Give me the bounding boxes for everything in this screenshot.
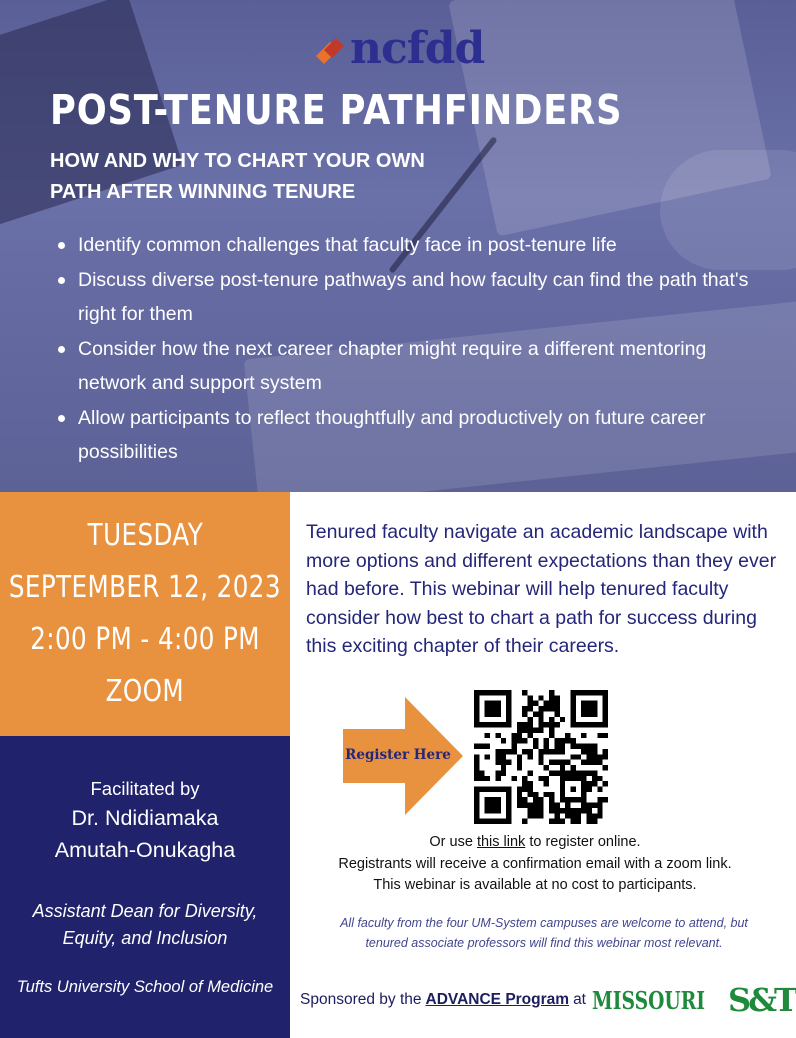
objectives-list [54, 228, 754, 470]
subtitle-line: HOW AND WHY TO CHART YOUR OWN [50, 150, 425, 172]
event-day: TUESDAY [87, 518, 203, 553]
objective-item: Identify common challenges that faculty face in post-tenure life [54, 228, 754, 263]
facilitator-role [0, 898, 290, 952]
register-link-line [296, 832, 774, 854]
registration-qr-code[interactable] [474, 690, 608, 824]
event-time: 2:00 PM - 4:00 PM [30, 622, 260, 657]
eligibility-note-line: All faculty from the four UM-System campuses are welcome to attend, but [340, 916, 748, 930]
facilitator-panel [0, 736, 290, 1038]
facilitator-role-line: Assistant Dean for Diversity, [32, 901, 258, 921]
event-location: ZOOM [105, 674, 185, 709]
subtitle-line: PATH AFTER WINNING TENURE [50, 181, 356, 203]
register-here-button[interactable]: Register Here [345, 747, 451, 763]
register-link-suffix: to register online. [525, 834, 641, 850]
facilitator-organization: Tufts University School of Medicine [16, 978, 274, 996]
facilitator-label: Facilitated by [90, 778, 200, 799]
missouri-st-logo-word: MISSOURI [592, 986, 706, 1015]
cost-text: This webinar is available at no cost to participants. [373, 877, 697, 893]
registration-info [296, 832, 774, 897]
facilitator-name [0, 802, 290, 866]
facilitator-role-line: Equity, and Inclusion [62, 928, 228, 948]
advance-program-link[interactable]: ADVANCE Program [425, 991, 570, 1008]
objective-item: Consider how the next career chapter might require a different mentoring network and support system [54, 332, 754, 401]
event-date: SEPTEMBER 12, 2023 [8, 570, 282, 605]
missouri-st-logo-mark: S&T [728, 981, 795, 1019]
ncfdd-logo-mark-icon [314, 30, 348, 68]
ncfdd-logo [314, 24, 484, 74]
webinar-description: Tenured faculty navigate an academic landscape with more options and different expectations than they ever had before. This webinar will help tenured faculty consider how best to chart a path for success during this exciting chapter of their careers. [306, 521, 777, 657]
page-title: POST-TENURE PATHFINDERS [50, 86, 623, 134]
sponsor-row [300, 982, 795, 1018]
event-date-panel [0, 492, 290, 736]
register-link[interactable]: this link [476, 834, 526, 850]
eligibility-note-line: tenured associate professors will find this webinar most relevant. [365, 936, 723, 950]
register-link-prefix: Or use [429, 834, 477, 850]
missouri-st-logo [592, 981, 795, 1019]
facilitator-name-line: Dr. Ndidiamaka [71, 806, 219, 830]
ncfdd-logo-text: ncfdd [350, 23, 485, 74]
hero-banner [0, 0, 796, 492]
objective-item: Discuss diverse post-tenure pathways and how faculty can find the path that's right for them [54, 263, 754, 332]
facilitator-name-line: Amutah-Onukagha [54, 838, 236, 862]
objective-item: Allow participants to reflect thoughtfully and productively on future career possibilities [54, 401, 754, 470]
eligibility-note [300, 913, 788, 953]
confirmation-text: Registrants will receive a confirmation email with a zoom link. [338, 855, 732, 872]
sponsor-prefix: Sponsored by the [300, 991, 422, 1008]
page-subtitle [50, 146, 610, 208]
sponsor-at: at [573, 991, 586, 1008]
